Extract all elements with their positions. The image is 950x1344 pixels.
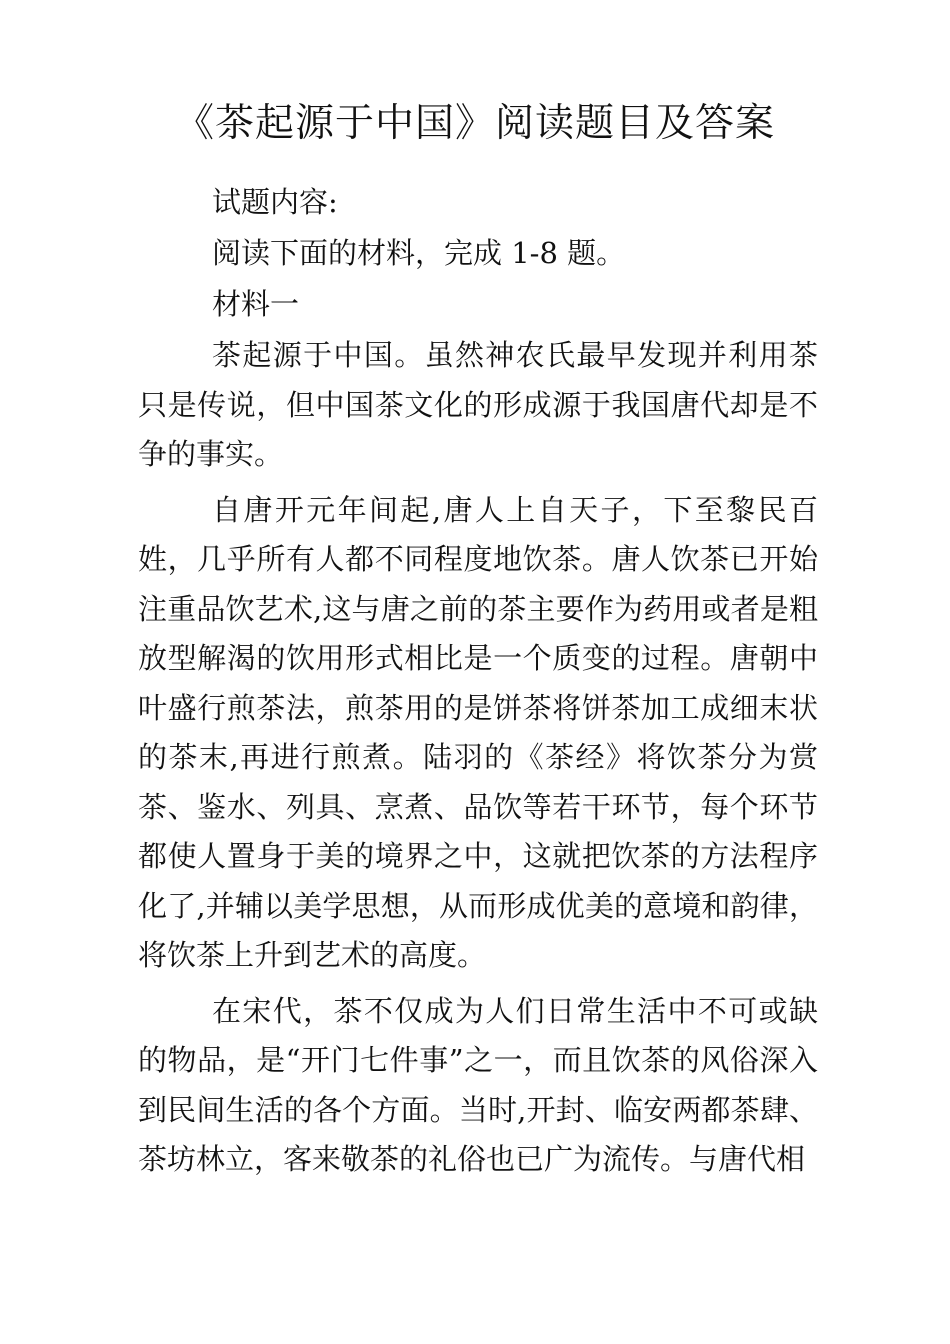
paragraph-3: 在宋代，茶不仅成为人们日常生活中不可或缺的物品，是“开门七件事”之一，而且饮茶的风俗深入到民间生活的各个方面。当时,开封、临安两都茶肆、茶坊林立，客来敬茶的礼俗也已广为流传。与唐代相	[138, 993, 818, 1176]
content-label: 试题内容:	[212, 185, 338, 219]
document-title: 《茶起源于中国》阅读题目及答案	[174, 101, 775, 146]
paragraph-2: 自唐开元年间起,唐人上自天子，下至黎民百姓，几乎所有人都不同程度地饮茶。唐人饮茶已开始注重品饮艺术,这与唐之前的茶主要作为药用或者是粗放型解渴的饮用形式相比是一个质变的过程。唐朝中叶盛行煎茶法，煎茶用的是饼茶将饼茶加工成细末状的茶末,再进行煎煮。陆羽的《茶经》将饮茶分为赏茶、鉴水、列具、烹煮、品饮等若干环节，每个环节都使人置身于美的境界之中，这就把饮茶的方法程序化了,并辅以美学思想，从而形成优美的意境和韵律，将饮茶上升到艺术的高度。	[138, 492, 818, 972]
paragraph-1: 茶起源于中国。虽然神农氏最早发现并利用茶只是传说，但中国茶文化的形成源于我国唐代却是不争的事实。	[138, 338, 818, 471]
material-label: 材料一	[212, 287, 300, 321]
instruction-text: 阅读下面的材料，完成 1-8 题。	[212, 236, 626, 270]
document-body	[138, 178, 818, 1185]
